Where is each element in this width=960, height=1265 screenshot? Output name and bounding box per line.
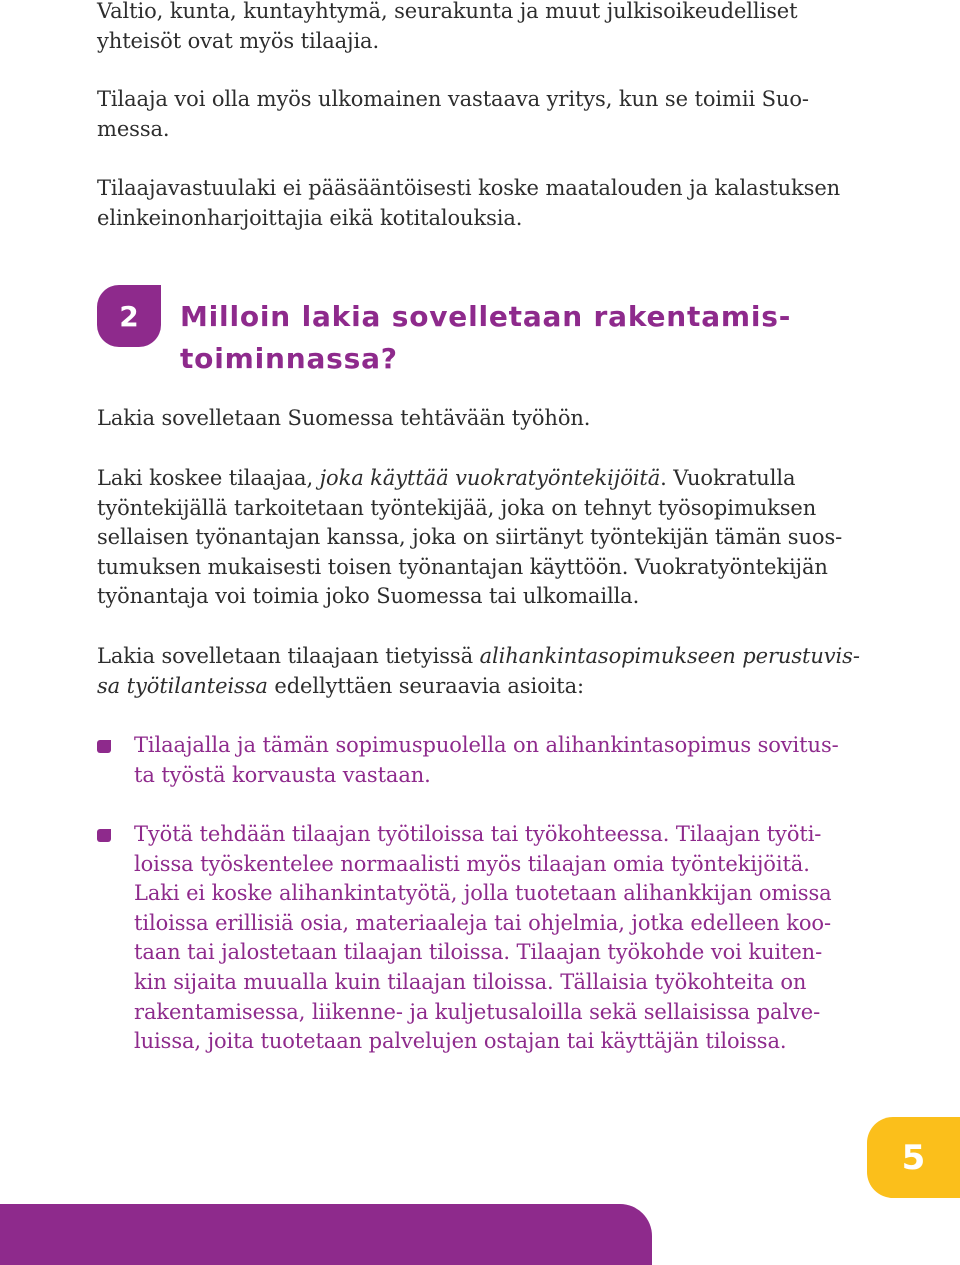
section-number-badge xyxy=(97,285,161,347)
emphasis-temporary-workers: joka käyttää vuokratyöntekijöitä xyxy=(319,466,661,490)
bullet-text: Työtä tehdään tilaajan työtiloissa tai työkohteessa. Tilaajan työti- loissa työskentelee normaalisti myös tilaajan omia työntekijöitä. Laki ei koske alihankintatyötä, jolla tuotetaan alihankkijan omissa tiloissa erillisiä osia, materiaaleja tai ohjelmia, jotka edelleen koo- taan tai jalostetaan tilaajan tiloissa. Tilaajan työkohde voi kuiten- kin sijaita muualla kuin tilaajan tiloissa. Tällaisia työkohteita on rakentamisessa, liikenne- ja kuljetusaloilla sekä sellaisissa palve- luissa, joita tuotetaan palvelujen ostajan tai käyttäjän tiloissa. xyxy=(134,822,832,1054)
page-number: 5 xyxy=(901,1137,926,1178)
intro-paragraph-exclusions: Tilaajavastuulaki ei pääsääntöisesti koske maatalouden ja kalastuksen elinkeinonharjoittajia eikä kotitalouksia. xyxy=(97,176,841,230)
body-paragraph-temporary-workers: Laki koskee tilaajaa, joka käyttää vuokratyöntekijöitä. Vuokratulla työntekijällä tarkoitetaan työntekijää, joka on tehnyt työsopimuksen sellaisen työnantajan kanssa, joka on siirtänyt työntekijän tämän suos- tumuksen mukaisesti toisen työnantajan käyttöön. Vuokratyöntekijän työnantaja voi toimia joko Suomessa tai ulkomailla. xyxy=(97,466,843,609)
section-number: 2 xyxy=(119,299,139,333)
bullet-text: Tilaajalla ja tämän sopimuspuolella on alihankintasopimus sovitus- ta työstä korvausta vastaan. xyxy=(134,733,839,787)
emphasis-work-situations: sa työtilanteissa xyxy=(97,673,268,698)
body-paragraph-scope: Lakia sovelletaan Suomessa tehtävään työhön. xyxy=(97,406,591,430)
section-title: Milloin lakia sovelletaan rakentamis- toiminnassa? xyxy=(180,300,792,375)
emphasis-subcontracting: alihankintasopimukseen perustuvis- xyxy=(479,644,860,668)
intro-paragraph-public-entities: Valtio, kunta, kuntayhtymä, seurakunta ja muut julkisoikeudelliset yhteisöt ovat myös tilaajia. xyxy=(97,0,798,53)
bullet-square-icon xyxy=(97,829,111,842)
page-number-tab xyxy=(867,1117,960,1198)
bullet-square-icon xyxy=(97,740,111,753)
body-paragraph-subcontracting: Lakia sovelletaan tilaajaan tietyissä alihankintasopimukseen perustuvis- sa työtilanteissa edellyttäen seuraavia asioita: xyxy=(97,644,860,698)
intro-paragraph-foreign-company: Tilaaja voi olla myös ulkomainen vastaava yritys, kun se toimii Suo- messa. xyxy=(97,87,809,141)
footer-decorative-bar xyxy=(0,1204,652,1265)
